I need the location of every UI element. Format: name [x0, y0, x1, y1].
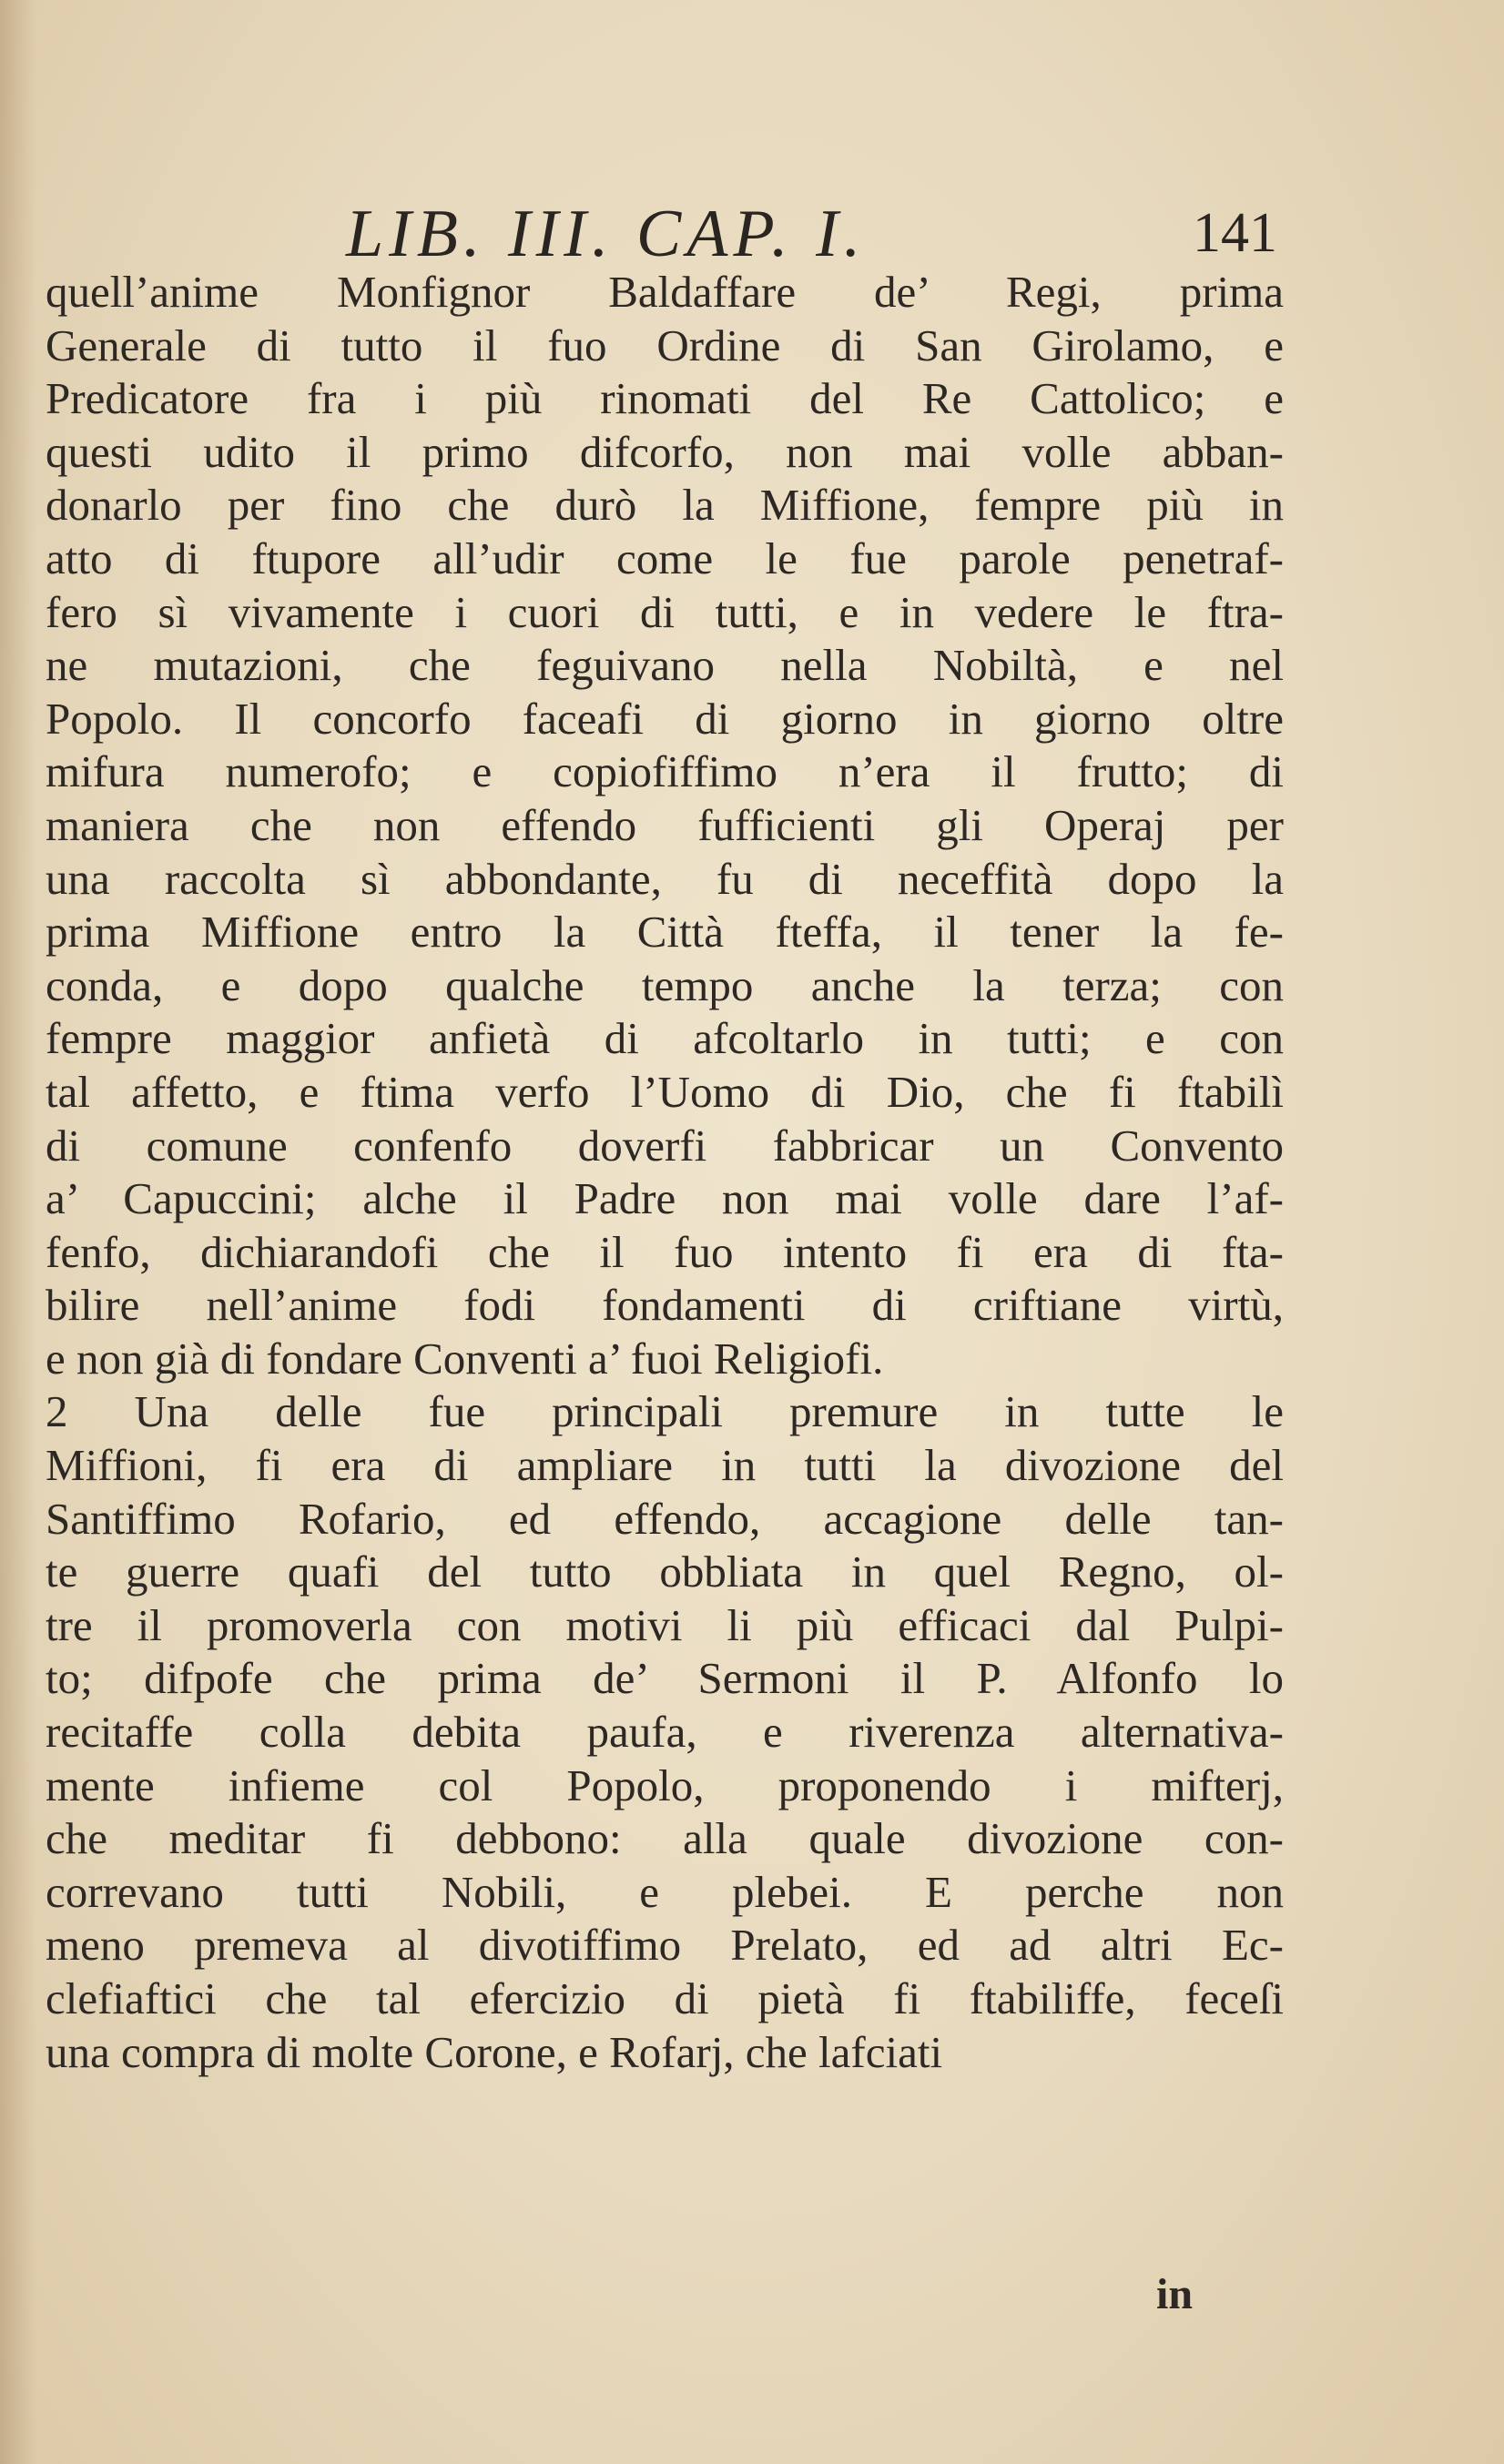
text-line: una raccolta sì abbondante, fu di neceffità dopo la	[46, 853, 1284, 904]
catchword: in	[1156, 2270, 1194, 2318]
text-line: maniera che non effendo fufficienti gli Operaj per	[46, 799, 1284, 850]
text-line: recitaffe colla debita paufa, e riverenza alternativa-	[46, 1707, 1284, 1758]
text-line: Generale di tutto il fuo Ordine di San Girolamo, e	[46, 319, 1284, 370]
body-text	[46, 266, 1284, 2079]
text-line: fenfo, dichiarandofi che il fuo intento fi era di fta-	[46, 1226, 1284, 1277]
text-line: fempre maggior anfietà di afcoltarlo in tutti; e con	[46, 1013, 1284, 1064]
text-line: bilire nell’anime fodi fondamenti di criftiane virtù,	[46, 1280, 1284, 1331]
text-line: correvano tutti Nobili, e plebei. E perche non	[46, 1866, 1284, 1917]
text-line: Popolo. Il concorfo faceafi di giorno in giorno oltre	[46, 693, 1284, 744]
text-line: una compra di molte Corone, e Rofarj, che lafciati	[46, 2026, 943, 2077]
text-line: di comune confenfo doverfi fabbricar un Convento	[46, 1120, 1284, 1171]
text-line: te guerre quafi del tutto obbliata in quel Regno, ol-	[46, 1546, 1284, 1597]
text-line: Predicatore fra i più rinomati del Re Cattolico; e	[46, 373, 1284, 424]
text-line: prima Miffione entro la Città fteffa, il tener la fe-	[46, 907, 1284, 958]
text-line: conda, e dopo qualche tempo anche la terza; con	[46, 959, 1284, 1010]
text-line: mente infieme col Popolo, proponendo i mifterj,	[46, 1759, 1284, 1810]
text-line: questi udito il primo difcorfo, non mai volle abban-	[46, 426, 1284, 477]
text-line: donarlo per fino che durò la Miffione, fempre più in	[46, 480, 1284, 531]
text-line: clefiaftici che tal efercizio di pietà fi ftabiliffe, feceſi	[46, 1973, 1284, 2023]
text-line: fero sì vivamente i cuori di tutti, e in vedere le ftra-	[46, 586, 1284, 637]
text-line: che meditar fi debbono: alla quale divozione con-	[46, 1813, 1284, 1864]
text-line: Santiffimo Rofario, ed effendo, accagione delle tan-	[46, 1493, 1284, 1544]
text-line: atto di ftupore all’udir come le fue parole penetraf-	[46, 532, 1284, 583]
text-line: meno premeva al divotiffimo Prelato, ed ad altri Ec-	[46, 1920, 1284, 1971]
running-title: LIB. III. CAP. I.	[346, 197, 867, 271]
text-line: tre il promoverla con motivi li più efficaci dal Pulpi-	[46, 1599, 1284, 1650]
text-line: to; difpofe che prima de’ Sermoni il P. Alfonfo lo	[46, 1653, 1284, 1704]
text-line: 2 Una delle fue principali premure in tutte le	[46, 1386, 1284, 1437]
text-line: quell’anime Monfignor Baldaffare de’ Regi, prima	[46, 267, 1284, 317]
text-line: tal affetto, e ftima verfo l’Uomo di Dio, che fi ftabilì	[46, 1066, 1284, 1117]
text-line: Miffioni, fi era di ampliare in tutti la divozione del	[46, 1440, 1284, 1491]
text-line: mifura numerofo; e copiofiffimo n’era il frutto; di	[46, 746, 1284, 797]
page-number: 141	[1193, 202, 1277, 264]
text-line: e non già di fondare Conventi a’ fuoi Religiofi.	[46, 1333, 884, 1384]
gutter-shadow	[0, 0, 36, 2464]
text-line: a’ Capuccini; alche il Padre non mai volle dare l’af-	[46, 1173, 1284, 1224]
text-line: ne mutazioni, che feguivano nella Nobiltà, e nel	[46, 640, 1284, 691]
